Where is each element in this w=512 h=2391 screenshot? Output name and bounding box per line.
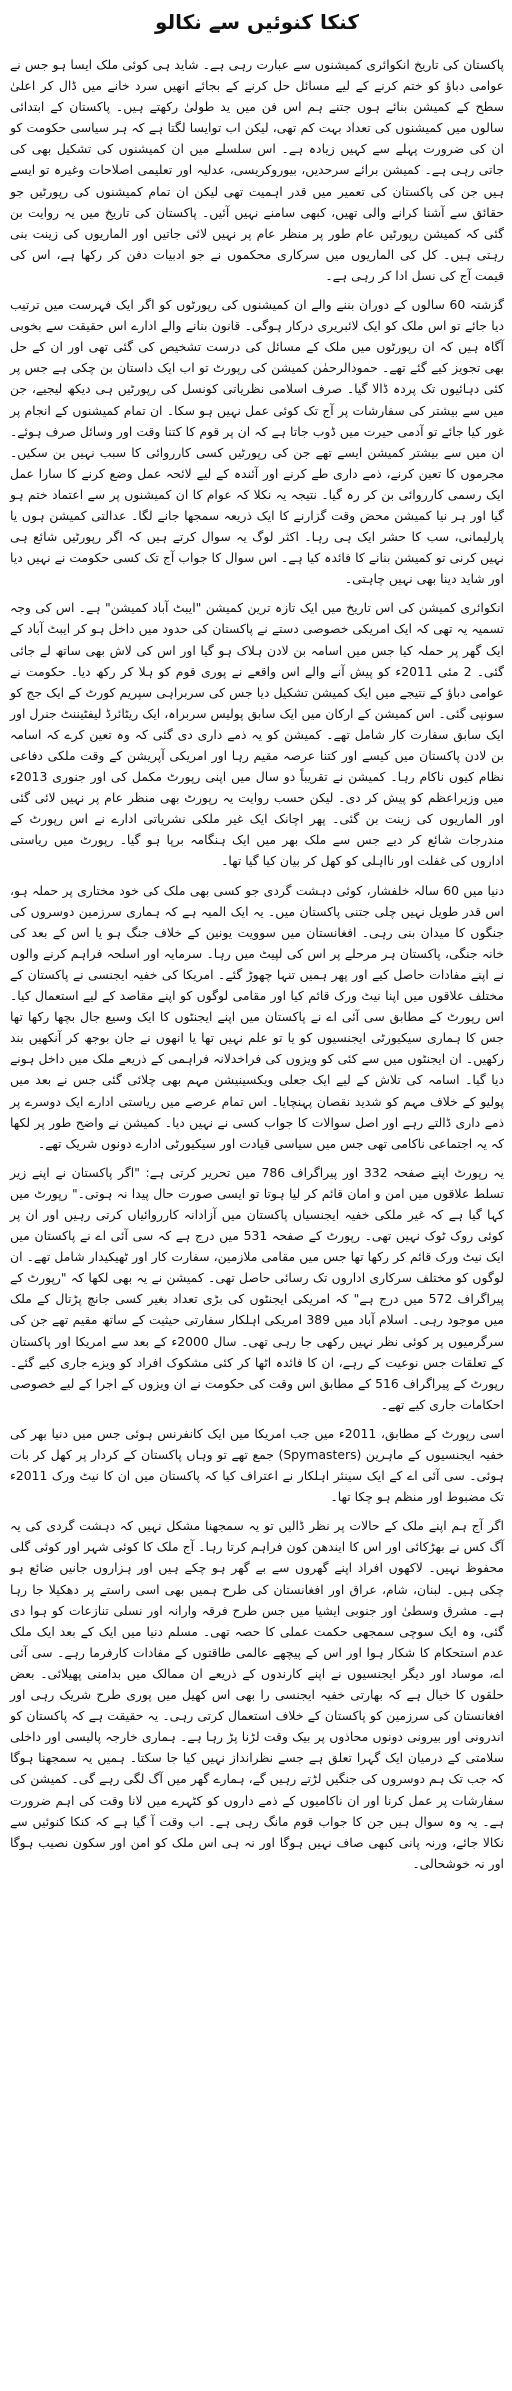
article-headline: کنکا کنوئیں سے نکالو — [155, 10, 359, 34]
article-paragraph: یہ رپورٹ اپنے صفحہ 332 اور پیراگراف 786 میں تحریر کرتی ہے: "اگر پاکستان نے اپنے زیر تسلط علاقوں میں امن و امان قائم کر لیا ہوتا تو ایسی صورت حال پیدا نہ ہوتی۔" رپورٹ میں کہا گیا ہے کہ غیر ملکی خفیہ ایجنسیاں پاکستان میں آزادانہ کارروائیاں کرتی رہیں اور ان پر کوئی روک ٹوک نہیں تھی۔ رپورٹ کے صفحہ 531 میں درج ہے کہ سی آئی اے نے پاکستان میں ایک نیٹ ورک قائم کر رکھا تھا جس میں مقامی ملازمین، سفارت کار اور ٹھیکیدار شامل تھے۔ ان لوگوں کو مختلف سرکاری اداروں تک رسائی حاصل تھی۔ کمیشن نے یہ بھی لکھا کہ "رپورٹ کے پیراگراف 572 میں درج ہے" کہ امریکی ایجنٹوں کی بڑی تعداد بغیر کسی جانچ پڑتال کے ملک میں موجود رہی۔ اسلام آباد میں 389 امریکی اہلکار سفارتی حیثیت کے ساتھ مقیم تھے جن کی سرگرمیوں پر کوئی نظر نہیں رکھی جا رہی تھی۔ سال 2000ء کے بعد سے امریکا اور پاکستان کے تعلقات جس نوعیت کے رہے، ان کا فائدہ اٹھا کر کئی مشکوک افراد کو ویزے جاری کیے گئے۔ رپورٹ کے پیراگراف 516 کے مطابق اس وقت کی حکومت نے ان ویزوں کے اجرا کے لیے خصوصی احکامات جاری کیے تھے۔ — [10, 1164, 504, 1412]
article-paragraph: اسی رپورٹ کے مطابق، 2011ء میں جب امریکا میں ایک کانفرنس ہوئی جس میں دنیا بھر کی خفیہ ایجنسیوں کے ماہرین (Spymasters) جمع تھے تو وہاں پاکستان کے کردار پر کھل کر بات ہوئی۔ سی آئی اے کے ایک سینئر اہلکار نے اعتراف کیا کہ پاکستان میں ان کا نیٹ ورک 2011ء تک مضبوط اور منظم ہو چکا تھا۔ — [10, 1425, 505, 1505]
article-paragraph: اگر آج ہم اپنے ملک کے حالات پر نظر ڈالیں تو یہ سمجھنا مشکل نہیں کہ دہشت گردی کی یہ آگ کس نے بھڑکائی اور اس کا ایندھن کون فراہم کرتا رہا۔ آج ملک کا کوئی شہر اور کوئی گلی محفوظ نہیں۔ لاکھوں افراد اپنے گھروں سے بے گھر ہو چکے ہیں اور ہزاروں جانیں ضائع ہو چکی ہیں۔ لبنان، شام، عراق اور افغانستان کی طرح ہمیں بھی اسی راستے پر دھکیلا جا رہا ہے۔ مشرق وسطیٰ اور جنوبی ایشیا میں جس طرح فرقہ وارانہ اور نسلی تنازعات کو ہوا دی گئی، وہ ایک سوچی سمجھی حکمت عملی کا حصہ تھی۔ مسلم دنیا میں ایک کے بعد ایک ملک عدم استحکام کا شکار ہوا اور اس کے پیچھے عالمی طاقتوں کے مفادات کارفرما رہے۔ سی آئی اے، موساد اور دیگر ایجنسیوں نے اپنے کارندوں کے ذریعے ان ممالک میں بدامنی پھیلائی۔ بعض حلقوں کا خیال ہے کہ بھارتی خفیہ ایجنسی را بھی اس کھیل میں پوری طرح شریک رہی اور افغانستان کی سرزمین کو پاکستان کے خلاف استعمال کرتی رہی۔ یہ حقیقت ہے کہ پاکستان کو اندرونی اور بیرونی دونوں محاذوں پر بیک وقت لڑنا پڑ رہا ہے۔ ہماری خارجہ پالیسی اور داخلی سلامتی کے درمیان ایک گہرا تعلق ہے جسے نظرانداز نہیں کیا جا سکتا۔ ہمیں یہ سمجھنا ہوگا کہ جب تک ہم دوسروں کی جنگیں لڑتے رہیں گے، ہمارے گھر میں آگ لگی رہے گی۔ کمیشن کی سفارشات پر عمل کرنا اور ان ناکامیوں کے ذمے داروں کو کٹہرے میں لانا وقت کی اہم ضرورت ہے۔ یہ وہ سوال ہیں جن کا جواب قوم مانگ رہی ہے۔ اب وقت آ گیا ہے کہ کنکا کنوئیں سے نکالا جائے، ورنہ پانی کبھی صاف نہیں ہوگا اور نہ ہی اس ملک کو امن اور سکون نصیب ہوگا اور نہ خوشحالی۔ — [10, 1518, 504, 1871]
article-paragraph: پاکستان کی تاریخ انکوائری کمیشنوں سے عبارت رہی ہے۔ شاید ہی کوئی ملک ایسا ہو جس نے عوامی دباؤ کو ختم کرنے کے لیے مسائل حل کرنے کے بجائے انھیں سرد خانے میں ڈال کر اعلیٰ سطح کے کمیشن بنائے ہوں جتنے ہم اس فن میں ید طولیٰ رکھتے ہیں۔ پاکستان کے ابتدائی سالوں میں کمیشنوں کی تعداد بہت کم تھی، لیکن اب توایسا لگتا ہے کہ ہر سیاسی حکومت کو ان کی ضرورت پہلے سے کہیں زیادہ ہے۔ اس سلسلے میں ان کمیشنوں کی تشکیل بھی کی جاتی رہی ہے۔ کمیشن برائے سرحدیں، بیوروکریسی، عدلیہ اور تعلیمی اصلاحات وغیرہ تو ایسے ہیں جن کی پاکستان کی تعمیر میں قدر اہمیت تھی لیکن ان تمام کمیشنوں کی رپورٹیں جو حقائق سے آشنا کرانے والی تھیں، کبھی سامنے نہیں آئیں۔ پاکستان کی تاریخ میں یہ روایت بن گئی کہ کمیشن رپورٹیں عام طور پر منظر عام پر نہیں لائی جاتیں اور الماریوں کی زینت بنی رہتی ہیں۔ کل کی الماریوں میں سرکاری محکموں نے جو ادبیات دفن کر رکھا ہے، اس کی قیمت آج کی نسل ادا کر رہی ہے۔ — [10, 57, 504, 283]
article-paragraph: دنیا میں 60 سالہ خلفشار، کوئی دہشت گردی جو کسی بھی ملک کی خود مختاری پر حملہ ہو، اس قدر طویل نہیں چلی جتنی پاکستان میں۔ یہ ایک المیہ ہے کہ ہماری سرزمین دوسروں کی جنگوں کا میدان بنی رہی۔ افغانستان میں سوویت یونین کے خلاف جنگ ہو یا اس کے بعد کی خانہ جنگی، پاکستان ہر مرحلے پر اس کی لپیٹ میں رہا۔ سرمایہ اور اسلحہ فراہم کرنے والوں نے اپنے مفادات حاصل کیے اور پھر ہمیں تنہا چھوڑ گئے۔ امریکا کی خفیہ ایجنسی نے پاکستان کے مختلف علاقوں میں اپنا نیٹ ورک قائم کیا اور مقامی لوگوں کو اپنے مقاصد کے لیے استعمال کیا۔ اس رپورٹ کے مطابق سی آئی اے نے پاکستان میں اپنے ایجنٹوں کا ایک وسیع جال بچھا رکھا تھا جس کا ہماری سیکیورٹی ایجنسیوں کو یا تو علم نہیں تھا یا انھوں نے جان بوجھ کر آنکھیں بند رکھیں۔ ان ایجنٹوں میں سے کئی کو ویزوں کی فراخدلانہ فراہمی کے ذریعے ملک میں داخل ہونے دیا گیا۔ اسامہ کی تلاش کے لیے ایک جعلی ویکسینیشن مہم بھی چلائی گئی جس نے بعد میں پولیو کے خلاف مہم کو شدید نقصان پہنچایا۔ اس تمام عرصے میں ریاستی ادارے ایک دوسرے پر ذمے داری ڈالتے رہے اور اصل سوالات کا جواب کسی نے نہیں دیا۔ کمیشن نے واضح طور پر لکھا کہ یہ اجتماعی ناکامی تھی جس میں سیاسی قیادت اور سیکیورٹی ادارے دونوں شریک تھے۔ — [10, 882, 505, 1151]
article-paragraph: گزشتہ 60 سالوں کے دوران بننے والے ان کمیشنوں کی رپورٹوں کو اگر ایک فہرست میں ترتیب دیا جائے تو اس ملک کو ایک لائبریری درکار ہوگی۔ قانون بنانے والے ادارے اس حقیقت سے بخوبی آگاہ ہیں کہ ان رپورٹوں میں ملک کے مسائل کی درست تشخیص کی گئی تھی اور ان کے حل بھی تجویز کیے گئے تھے۔ حمودالرحمٰن کمیشن کی رپورٹ تو اب ایک داستان بن چکی ہے جس پر کئی دہائیوں تک پردہ ڈالا گیا۔ صرف اسلامی نظریاتی کونسل کی رپورٹیں ہی دیکھ لیجیے، جن میں سے بیشتر کی سفارشات پر آج تک کوئی عمل نہیں ہو سکا۔ ان تمام کمیشنوں کے انجام پر غور کیا جائے تو آدمی حیرت میں ڈوب جاتا ہے کہ ان پر قوم کا کتنا وقت اور وسائل صرف ہوئے۔ ان میں سے بیشتر کمیشن ایسے تھے جن کی رپورٹیں کسی کارروائی کا سبب نہیں بن سکیں۔ مجرموں کا تعین کرنے، ذمے داری طے کرنے اور آئندہ کے لیے لائحہ عمل وضع کرنے کا سارا عمل ایک رسمی کارروائی بن کر رہ گیا۔ نتیجہ یہ نکلا کہ عوام کا ان کمیشنوں پر سے اعتماد ختم ہو گیا اور ہر نیا کمیشن محض وقت گزارنے کا ایک ذریعہ سمجھا جانے لگا۔ عدالتی کمیشن ہوں یا پارلیمانی، سب کا حشر ایک ہی رہا۔ اکثر لوگ یہ سوال کرتے ہیں کہ اگر رپورٹیں شائع ہی نہیں کرنی تو کمیشن بنانے کا فائدہ کیا ہے۔ اس سوال کا جواب آج تک کسی حکومت نے نہیں دیا اور شاید دینا بھی نہیں چاہتی۔ — [10, 297, 504, 587]
article-paragraph: انکوائری کمیشن کی اس تاریخ میں ایک تازہ ترین کمیشن "ایبٹ آباد کمیشن" ہے۔ اس کی وجہ تسمیہ یہ تھی کہ ایک امریکی خصوصی دستے نے پاکستان کی حدود میں داخل ہو کر ایبٹ آباد کے ایک گھر پر حملہ کیا جس میں اسامہ بن لادن ہلاک ہو گیا اور اس کی لاش بھی ساتھ لے جائی گئی۔ 2 مئی 2011ء کو پیش آنے والے اس واقعے نے پوری قوم کو ہلا کر رکھ دیا۔ حکومت نے عوامی دباؤ کے نتیجے میں ایک کمیشن تشکیل دیا جس کی سربراہی سپریم کورٹ کے ایک جج کو سونپی گئی۔ اس کمیشن کے ارکان میں ایک سابق پولیس سربراہ، ایک ریٹائرڈ لیفٹیننٹ جنرل اور ایک سابق سفارت کار شامل تھے۔ کمیشن کو یہ ذمے داری دی گئی کہ وہ تعین کرے کہ اسامہ بن لادن پاکستان میں کیسے اور کتنا عرصہ مقیم رہا اور امریکی آپریشن کے وقت ملکی دفاعی نظام کیوں ناکام رہا۔ کمیشن نے تقریباً دو سال میں اپنی رپورٹ مکمل کی اور جنوری 2013ء میں وزیراعظم کو پیش کر دی۔ لیکن حسب روایت یہ رپورٹ بھی منظر عام پر نہیں لائی گئی اور الماریوں کی زینت بن گئی۔ پھر اچانک ایک غیر ملکی نشریاتی ادارے نے اس رپورٹ کے مندرجات شائع کر دیے جس سے ملک بھر میں ایک ہنگامہ برپا ہو گیا۔ رپورٹ میں ریاستی اداروں کی غفلت اور نااہلی کو کھل کر بیان کیا گیا تھا۔ — [10, 600, 504, 869]
